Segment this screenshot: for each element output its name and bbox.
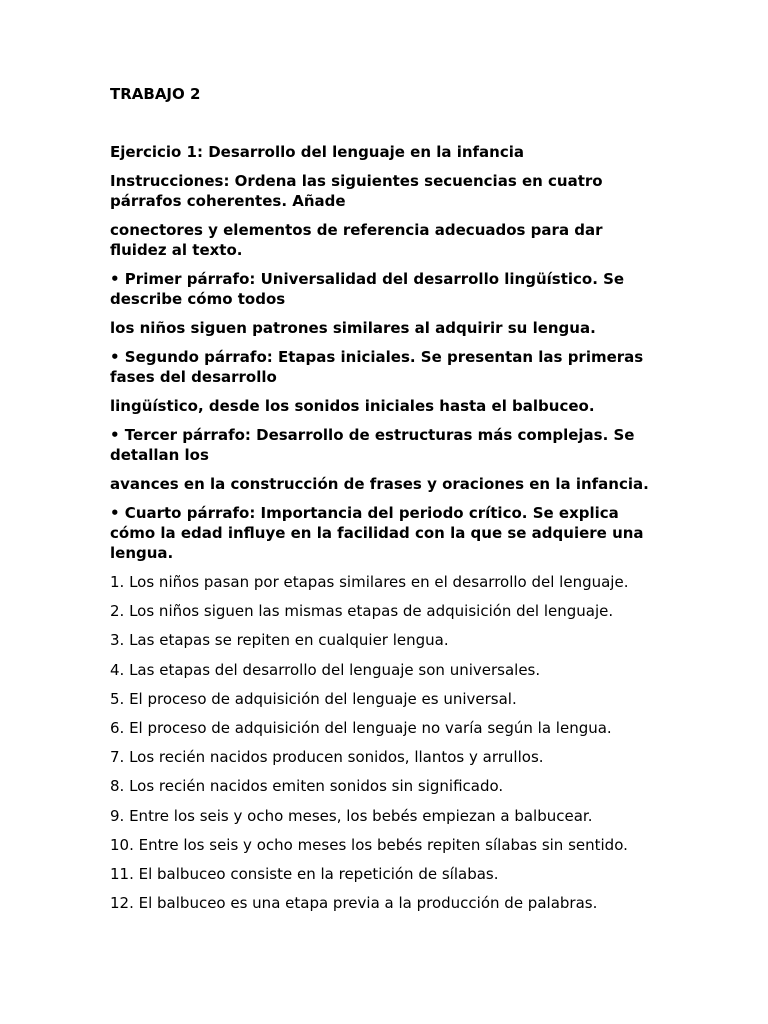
instruction-bullet: • Segundo párrafo: Etapas iniciales. Se presentan las primeras fases del desarrollo — [110, 348, 644, 386]
instruction-bullet: • Primer párrafo: Universalidad del desarrollo lingüístico. Se describe cómo todos — [110, 270, 625, 308]
instruction-bullet: • Tercer párrafo: Desarrollo de estructuras más complejas. Se detallan los — [110, 426, 635, 464]
exercise-heading: Ejercicio 1: Desarrollo del lenguaje en la infancia — [110, 143, 525, 161]
document-page — [110, 84, 658, 922]
list-item: 3. Las etapas se repiten en cualquier lengua. — [110, 631, 449, 650]
sentence-list — [110, 572, 658, 913]
list-item: 2. Los niños siguen las mismas etapas de adquisición del lenguaje. — [110, 602, 614, 621]
instructions-block — [110, 171, 658, 563]
document-title: TRABAJO 2 — [110, 85, 201, 103]
list-item: 10. Entre los seis y ocho meses los bebés repiten sílabas sin sentido. — [110, 835, 628, 854]
instruction-line: Instrucciones: Ordena las siguientes secuencias en cuatro párrafos coherentes. Añade — [110, 172, 603, 210]
instruction-line: avances en la construcción de frases y oraciones en la infancia. — [110, 475, 649, 493]
list-item: 12. El balbuceo es una etapa previa a la producción de palabras. — [110, 894, 598, 913]
instruction-line: los niños siguen patrones similares al adquirir su lengua. — [110, 319, 596, 337]
list-item: 7. Los recién nacidos producen sonidos, llantos y arrullos. — [110, 748, 544, 767]
list-item: 5. El proceso de adquisición del lenguaje es universal. — [110, 689, 517, 708]
list-item: 8. Los recién nacidos emiten sonidos sin significado. — [110, 777, 504, 796]
list-item: 9. Entre los seis y ocho meses, los bebés empiezan a balbucear. — [110, 806, 593, 825]
instruction-line: lingüístico, desde los sonidos iniciales hasta el balbuceo. — [110, 397, 595, 415]
instruction-bullet: • Cuarto párrafo: Importancia del periodo crítico. Se explica cómo la edad influye en la facilidad con la que se adquiere una lengua. — [110, 504, 644, 562]
list-item: 1. Los niños pasan por etapas similares en el desarrollo del lenguaje. — [110, 573, 629, 591]
list-item: 6. El proceso de adquisición del lenguaje no varía según la lengua. — [110, 718, 612, 737]
instruction-line: conectores y elementos de referencia adecuados para dar fluidez al texto. — [110, 221, 603, 259]
list-item: 4. Las etapas del desarrollo del lenguaje son universales. — [110, 660, 541, 679]
list-item: 11. El balbuceo consiste en la repetición de sílabas. — [110, 864, 499, 883]
